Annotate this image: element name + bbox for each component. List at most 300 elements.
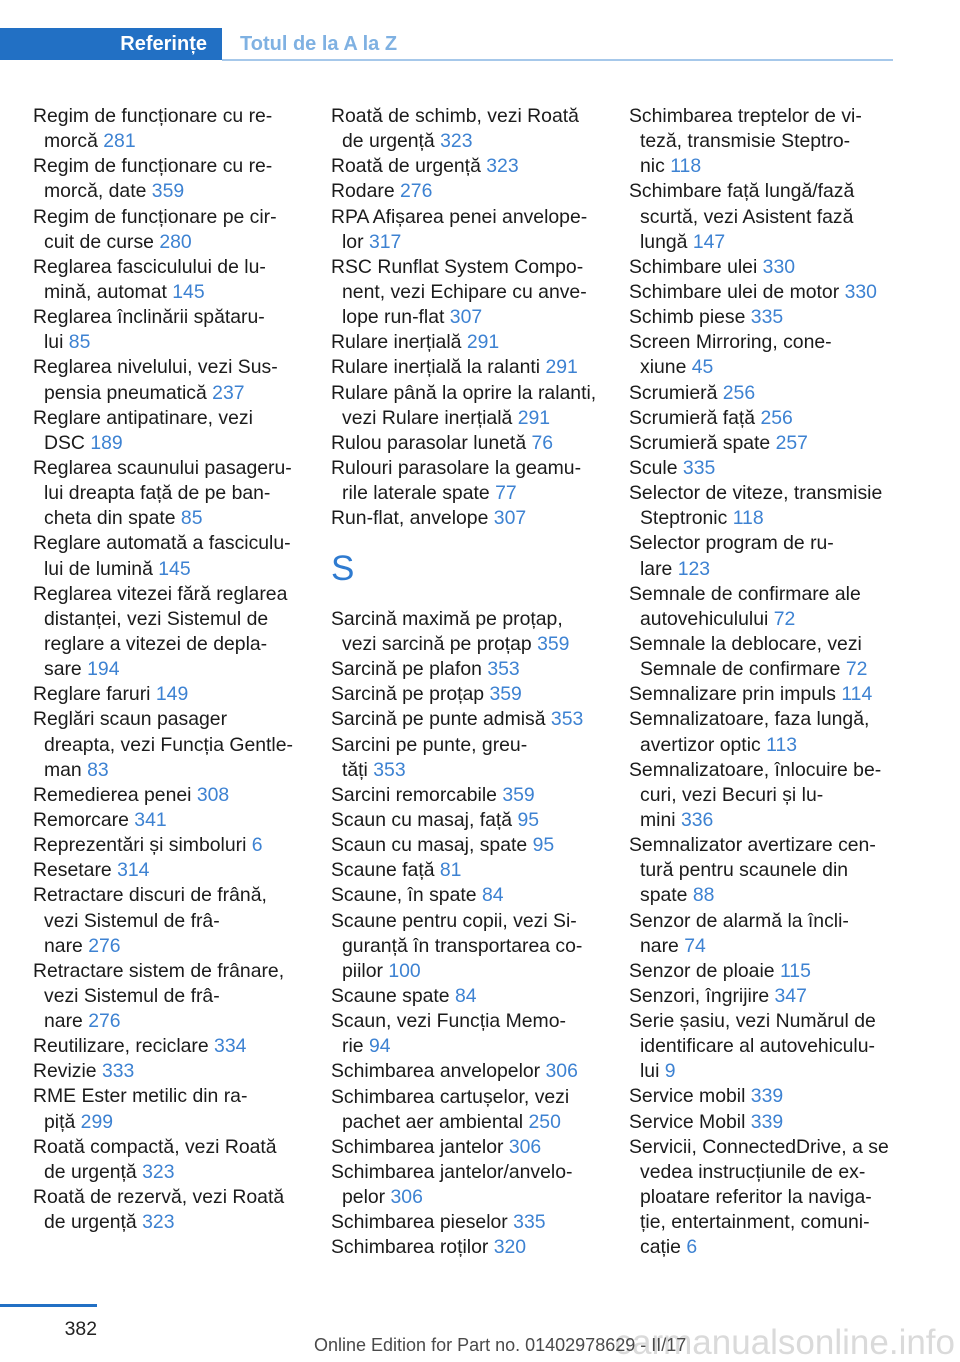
page-reference-link[interactable]: 330 [762,255,796,278]
index-entry-term: Reglarea vitezei fără reglarea [33,582,288,605]
index-entry-text-continued: pachet aer ambiental [342,1110,524,1133]
index-entry-line [629,205,929,230]
index-entry [331,179,613,204]
index-entry-line [33,1135,315,1160]
index-entry-line [33,1034,315,1059]
page-reference-link[interactable]: 147 [692,230,726,253]
index-entry-line [331,783,613,808]
index-entry-term: Schimbare ulei de motor [629,280,840,303]
page-reference-link[interactable]: 115 [779,959,811,982]
page-reference-link[interactable]: 95 [517,808,540,831]
index-entry-line [629,481,929,506]
index-entry-term: Scaune față [331,859,435,882]
page-reference-link[interactable]: 250 [528,1110,561,1133]
page-reference-link[interactable]: 113 [766,733,798,756]
page-reference-link[interactable]: 6 [251,834,263,857]
index-entry-line [33,557,315,582]
index-entry-term: Selector program de ru- [629,532,834,555]
index-entry-text-continued: de urgență [44,1211,137,1234]
index-entry-text-continued: lui [44,331,64,354]
page-reference-link[interactable]: 85 [180,507,203,530]
page-reference-link[interactable]: 330 [844,280,877,303]
page-reference-link[interactable]: 335 [750,306,784,329]
index-entry-line [33,934,315,959]
index-entry-line [331,833,613,858]
index-entry-line [331,883,613,908]
index-entry [331,1160,613,1210]
index-entry [331,456,613,506]
page-reference-link[interactable]: 9 [664,1060,676,1083]
page-reference-link[interactable]: 336 [680,808,714,831]
index-entry-term: Rulou parasolar lunetă [331,431,527,454]
index-entry-text-continued: cheta din spate [44,507,176,530]
index-entry-term: Schimbare față lungă/fază [629,180,855,203]
page-reference-link[interactable]: 347 [774,984,807,1007]
page-reference-link[interactable]: 237 [212,381,245,404]
index-entry-text-continued: DSC [44,431,85,454]
page-reference-link[interactable]: 77 [495,482,517,505]
index-entry-term: Selector de viteze, transmisie [629,482,883,505]
index-entry [331,682,613,707]
index-entry-term: Scaune spate [331,984,450,1007]
page-reference-link[interactable]: 359 [151,180,185,203]
index-entry-term: Sarcini remorcabile [331,783,497,806]
index-entry-text-continued: de urgență [44,1160,137,1183]
index-entry [331,1059,613,1084]
index-entry-term: Senzor de ploaie [629,959,775,982]
index-entry-line [33,330,315,355]
index-entry-term: Sarcini pe punte, greu- [331,733,528,756]
index-entry-line [33,607,315,632]
page-reference-link[interactable]: 72 [845,658,868,681]
index-entry [331,154,613,179]
index-entry-line [33,1185,315,1210]
index-entry [331,883,613,908]
page-reference-link[interactable]: 100 [388,959,421,982]
page-reference-link[interactable]: 323 [142,1211,175,1234]
index-entry-line [331,1235,613,1260]
index-entry-line [33,1110,315,1135]
page-reference-link[interactable]: 291 [517,406,551,429]
index-entry-term: Scaun cu masaj, spate [331,834,528,857]
index-entry [629,481,929,531]
page-reference-link[interactable]: 306 [390,1186,423,1209]
index-entry [33,959,315,1034]
index-entry-term: Schimbarea cartușelor, vezi [331,1085,570,1108]
index-entry-line [629,1185,929,1210]
index-entry-line [331,707,613,732]
index-entry [331,984,613,1009]
page-reference-link[interactable]: 353 [487,658,520,681]
index-entry-line [331,205,613,230]
page-reference-link[interactable]: 306 [545,1060,578,1083]
index-entry [629,531,929,581]
index-entry-line [331,305,613,330]
page-reference-link[interactable]: 256 [722,381,756,404]
index-entry-line [629,1034,929,1059]
page-reference-link[interactable]: 280 [159,230,192,253]
index-entry-text-continued: piilor [342,959,383,982]
index-entry-text-continued: vedea instrucțiunile de ex- [640,1160,866,1183]
index-entry-line [331,984,613,1009]
index-entry-line [331,255,613,280]
page-reference-link[interactable]: 114 [841,683,873,706]
index-entry [629,758,929,833]
index-entry-term: Reglare automată a fasciculu- [33,532,291,555]
index-entry [331,104,613,154]
index-entry-text-continued: lungă [640,230,688,253]
index-entry-term: Rulare inerțială la ralanti [331,356,541,379]
index-entry [331,431,613,456]
index-entry-text-continued: spate [640,884,688,907]
index-entry-text-continued: vezi sarcină pe proțap [342,632,532,655]
page-reference-link[interactable]: 88 [692,884,715,907]
page-reference-link[interactable]: 94 [368,1035,391,1058]
index-entry-text-continued: curi, vezi Becuri și lu- [640,783,824,806]
index-entry-line [33,1210,315,1235]
page-reference-link[interactable]: 76 [531,431,554,454]
index-entry-term: Regim de funcționare cu re- [33,155,273,178]
index-letter-heading: S [331,549,355,589]
index-entry-line [629,557,929,582]
index-entry-line [629,959,929,984]
index-entry [33,531,315,581]
index-entry-text-continued: nare [44,1010,83,1033]
index-entry-line [331,858,613,883]
index-entry-line [331,154,613,179]
watermark: carmanualsonline.info [614,1323,955,1362]
index-entry-text-continued: nare [640,934,679,957]
index-entry-term: Reglare faruri [33,683,151,706]
page-reference-link[interactable]: 74 [684,934,706,957]
page-reference-link[interactable]: 95 [532,834,555,857]
index-entry [629,104,929,179]
index-entry-line [629,858,929,883]
page-reference-link[interactable]: 256 [760,406,793,429]
page-reference-link[interactable]: 320 [493,1236,527,1259]
index-entry [331,1009,613,1059]
index-entry [331,381,613,431]
page-reference-link[interactable]: 257 [775,431,808,454]
index-entry-term: Schimbare ulei [629,255,758,278]
page-reference-link[interactable]: 299 [80,1110,114,1133]
index-entry [33,1059,315,1084]
page-reference-link[interactable]: 323 [440,130,473,153]
page-reference-link[interactable]: 149 [155,683,189,706]
index-entry [33,707,315,782]
index-entry-line [331,959,613,984]
index-entry-line [629,381,929,406]
index-entry-line [629,506,929,531]
index-entry-line [33,179,315,204]
page-reference-link[interactable]: 359 [537,632,570,655]
index-entry-line [331,1135,613,1160]
index-entry-line [629,179,929,204]
page-reference-link[interactable]: 118 [732,507,764,530]
index-entry [629,959,929,984]
index-entry-line [629,758,929,783]
index-entry-line [331,481,613,506]
index-entry [331,808,613,833]
index-entry-line [331,682,613,707]
index-entry [33,154,315,204]
index-entry-term: Roată compactă, vezi Roată [33,1135,277,1158]
index-entry [33,1135,315,1185]
index-entry [33,1034,315,1059]
index-entry-line [331,909,613,934]
index-entry [33,456,315,531]
index-entry [629,255,929,280]
page-reference-link[interactable]: 323 [486,155,519,178]
index-entry-line [33,733,315,758]
page-reference-link[interactable]: 359 [502,783,535,806]
index-entry-line [33,406,315,431]
page-reference-link[interactable]: 323 [142,1160,175,1183]
index-entry [629,456,929,481]
index-entry-line [33,959,315,984]
page-reference-link[interactable]: 123 [677,557,711,580]
page-reference-link[interactable]: 145 [158,557,191,580]
index-column-1 [33,104,315,1235]
index-entry-line [331,657,613,682]
page-reference-link[interactable]: 145 [172,280,205,303]
index-entry-line [331,129,613,154]
index-entry-line [33,104,315,129]
index-entry [33,1185,315,1235]
index-entry-term: Semnalizatoare, înlocuire be- [629,758,882,781]
index-entry-line [331,934,613,959]
page-reference-link[interactable]: 276 [88,934,121,957]
index-entry [331,330,613,355]
index-entry [331,607,613,657]
index-entry [331,1085,613,1135]
index-entry [629,909,929,959]
page-reference-link[interactable]: 335 [513,1211,546,1234]
page-reference-link[interactable]: 339 [750,1110,784,1133]
index-entry-text-continued: autovehiculului [640,607,769,630]
index-entry-line [629,657,929,682]
page-reference-link[interactable]: 339 [750,1085,784,1108]
index-entry-term: Serie șasiu, vezi Numărul de [629,1010,876,1033]
index-entry-term: Reglarea înclinării spătaru- [33,306,265,329]
index-entry-term: Service mobil [629,1085,746,1108]
page-reference-link[interactable]: 276 [88,1010,121,1033]
index-entry [33,104,315,154]
index-entry-line [629,355,929,380]
index-entry [331,355,613,380]
index-entry-term: Rulare inerțială [331,331,462,354]
index-entry-line [33,783,315,808]
index-entry [629,406,929,431]
index-entry-line [629,456,929,481]
index-entry-text-continued: nent, vezi Echipare cu anve- [342,280,587,303]
index-column-3 [629,104,929,1260]
index-entry-line [331,632,613,657]
page-reference-link[interactable]: 306 [508,1135,542,1158]
index-entry [33,355,315,405]
index-entry [629,305,929,330]
index-entry-line [629,431,929,456]
index-entry-line [33,506,315,531]
index-entry-term: Senzori, îngrijire [629,984,770,1007]
page-reference-link[interactable]: 317 [368,230,402,253]
index-entry-line [629,154,929,179]
page-reference-link[interactable]: 6 [686,1236,698,1259]
index-entry-line [629,305,929,330]
index-entry-text-continued: tură pentru scaunele din [640,859,849,882]
index-entry-text-continued: lor [342,230,364,253]
index-entry-line [33,1009,315,1034]
index-entry-line [629,808,929,833]
index-entry-line [629,1059,929,1084]
index-entry-line [331,330,613,355]
page-reference-link[interactable]: 85 [68,331,91,354]
index-entry-line [33,456,315,481]
index-entry-line [331,1160,613,1185]
index-entry [331,783,613,808]
index-entry-term: Scule [629,456,678,479]
index-entry-text-continued: Semnale de confirmare [640,658,841,681]
index-entry [629,707,929,757]
index-entry-term: Scrumieră spate [629,431,771,454]
index-entry-term: Regim de funcționare pe cir- [33,205,277,228]
index-entry [629,330,929,380]
index-entry-term: Schimbarea pieselor [331,1211,508,1234]
page-reference-link[interactable]: 291 [466,331,500,354]
index-entry-line [629,582,929,607]
index-entry-line [33,305,315,330]
page-reference-link[interactable]: 341 [134,808,167,831]
index-entry-line [33,355,315,380]
index-entry-term: Reglare antipatinare, vezi [33,406,253,429]
index-entry [629,381,929,406]
index-entry [629,682,929,707]
index-entry-term: Screen Mirroring, cone- [629,331,832,354]
index-entry-term: Rulouri parasolare la geamu- [331,456,582,479]
index-entry-term: Sarcină pe plafon [331,658,482,681]
index-entry-term: Sarcină pe proțap [331,683,485,706]
index-entry-line [33,707,315,732]
page-reference-link[interactable]: 335 [682,456,716,479]
index-entry [33,582,315,683]
index-entry [331,255,613,330]
index-entry [629,833,929,908]
index-entry-text-continued: nic [640,155,665,178]
page-reference-link[interactable]: 333 [101,1060,135,1083]
index-entry-term: Roată de urgență [331,155,481,178]
index-entry-text-continued: avertizor optic [640,733,761,756]
index-entry-text-continued: tăți [342,758,368,781]
index-entry-line [331,456,613,481]
index-entry-term: Semnalizator avertizare cen- [629,834,876,857]
index-entry-line [629,280,929,305]
index-entry-term: Reglarea scaunului pasageru- [33,456,292,479]
page-reference-link[interactable]: 307 [449,306,483,329]
index-entry-line [33,582,315,607]
page-reference-link[interactable]: 276 [400,180,433,203]
index-entry-term: Scaune, în spate [331,884,477,907]
page-reference-link[interactable]: 307 [493,507,527,530]
index-entry [629,984,929,1009]
index-entry-term: Semnale de confirmare ale [629,582,861,605]
page-number: 382 [64,1318,97,1340]
page-reference-link[interactable]: 81 [439,859,462,882]
index-entry-line [331,381,613,406]
index-entry-line [629,230,929,255]
index-entry-term: Scaune pentru copii, vezi Si- [331,909,577,932]
index-entry-term: Service Mobil [629,1110,746,1133]
index-entry-line [331,431,613,456]
page-reference-link[interactable]: 353 [373,758,406,781]
page-reference-link[interactable]: 194 [87,658,120,681]
index-entry-line [33,531,315,556]
index-entry-term: Reprezentări și simboluri [33,834,247,857]
page-reference-link[interactable]: 353 [550,708,584,731]
index-entry-term: Schimbarea treptelor de vi- [629,105,862,127]
index-entry-term: Remorcare [33,808,129,831]
index-entry-line [33,381,315,406]
index-entry-term: Scrumieră [629,381,718,404]
index-entry [33,833,315,858]
page-reference-link[interactable]: 308 [196,783,230,806]
page-reference-link[interactable]: 281 [103,130,136,153]
index-entry-term: Reglarea fasciculului de lu- [33,255,266,278]
index-entry-term: Revizie [33,1060,97,1083]
index-entry [33,255,315,305]
page-reference-link[interactable]: 189 [90,431,123,454]
index-entry-term: Servicii, ConnectedDrive, a se [629,1135,889,1158]
index-entry-line [331,406,613,431]
subsection-title: Totul de la A la Z [240,33,398,55]
index-entry [33,883,315,958]
page-reference-link[interactable]: 84 [454,984,477,1007]
index-entry-line [33,632,315,657]
page-reference-link[interactable]: 314 [117,859,150,882]
index-entry-term: Roată de rezervă, vezi Roată [33,1186,285,1209]
page-reference-link[interactable]: 84 [481,884,504,907]
index-entry-line [331,1085,613,1110]
index-entry-text-continued: lui [640,1060,660,1083]
index-entry-line [629,984,929,1009]
index-entry [33,808,315,833]
index-entry [33,858,315,883]
index-entry-term: Semnalizare prin impuls [629,683,836,706]
index-entry-term: Run-flat, anvelope [331,507,489,530]
page-reference-link[interactable]: 334 [214,1035,247,1058]
index-entry-line [629,707,929,732]
index-entry [33,783,315,808]
index-entry-text-continued: morcă, date [44,180,147,203]
index-entry-text-continued: mini [640,808,676,831]
index-entry-text-continued: lui dreapta față de pe ban- [44,482,271,505]
index-entry [331,506,613,531]
page-reference-link[interactable]: 72 [773,607,796,630]
page-reference-link[interactable]: 291 [545,356,578,379]
page-reference-link[interactable]: 359 [489,683,522,706]
index-entry-text-continued: identificare al autovehiculu- [640,1035,875,1058]
index-entry-term: RSC Runflat System Compo- [331,255,584,278]
index-entry [33,205,315,255]
page-reference-link[interactable]: 118 [670,155,702,178]
page-reference-link[interactable]: 45 [691,356,714,379]
index-entry-line [629,1235,929,1260]
page-reference-link[interactable]: 83 [87,758,109,781]
index-entry-term: Scaun cu masaj, față [331,808,513,831]
index-entry-text-continued: nare [44,934,83,957]
index-entry-line [33,1084,315,1109]
index-entry [629,431,929,456]
index-entry-term: Rodare [331,180,395,203]
